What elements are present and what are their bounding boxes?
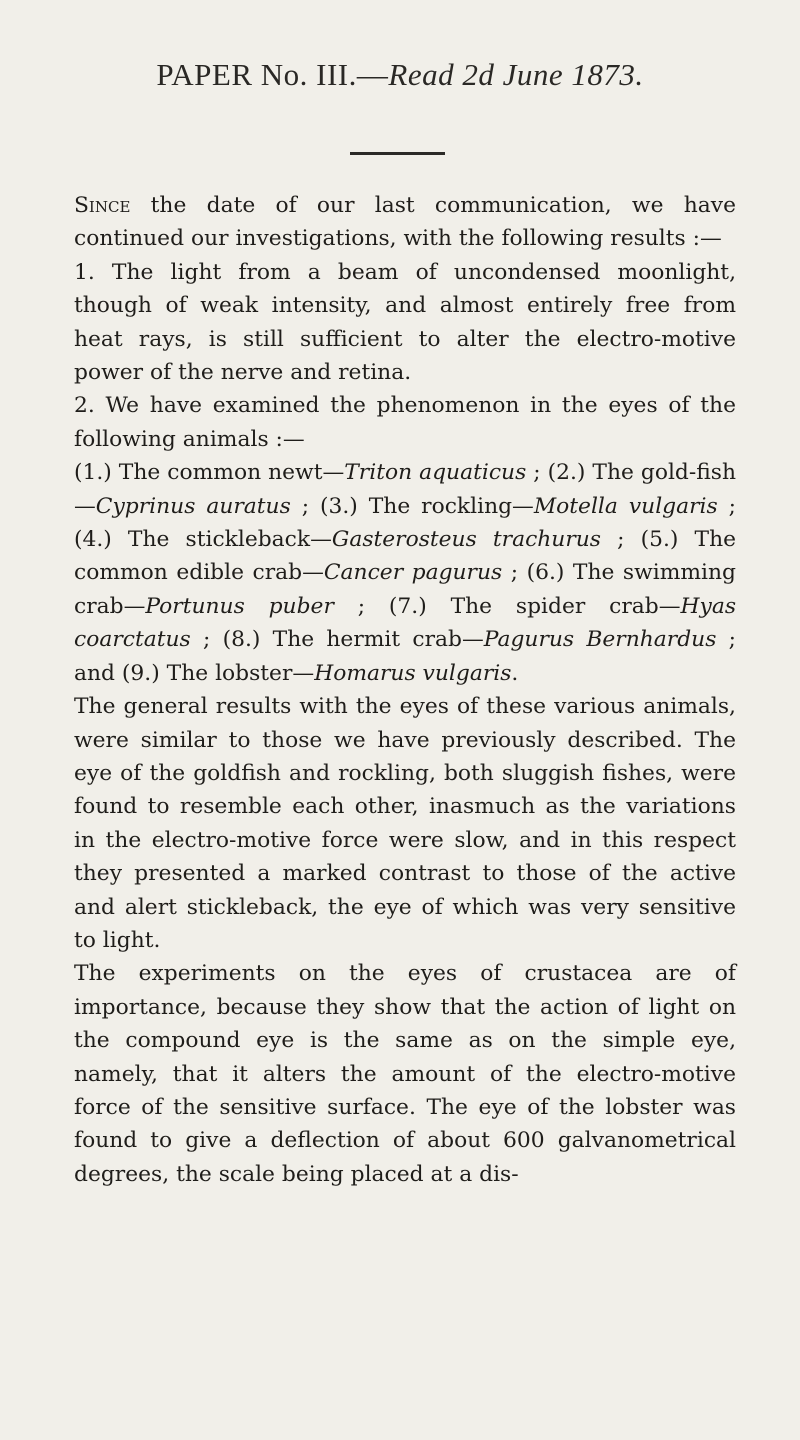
species-common-name: The lobster—: [159, 660, 315, 686]
species-common-name: The spider crab—: [426, 593, 681, 619]
species-latin-name: Homarus vulgaris: [314, 660, 512, 686]
species-separator: .: [511, 660, 519, 686]
species-separator: ;: [190, 627, 223, 653]
species-latin-name: Pagurus Bernhardus: [483, 627, 717, 653]
species-common-name: The common newt—: [111, 460, 345, 486]
species-number: (9.): [121, 660, 160, 686]
species-separator: ;: [290, 493, 320, 519]
species-number: (2.): [547, 460, 586, 486]
species-common-name: The swimming crab—: [74, 560, 737, 619]
species-number: (5.): [640, 527, 679, 553]
species-separator: ;: [333, 593, 389, 619]
paragraph-general-results: The general results with the eyes of these various animals, were similar to those we have previously described. The eye of the goldfish and rockling, both sluggish fishes, were found to resemble each other, inasmuch as the variations in the electro-motive force were slow, and in this respect they presented a marked contrast to those of the active and alert stickleback, the eye of which was very sensitive to light.: [74, 694, 736, 953]
species-number: (6.): [526, 560, 565, 586]
paragraph-species-list: [74, 456, 736, 690]
species-common-name: The rockling—: [357, 493, 534, 519]
paragraph-intro: [74, 189, 736, 256]
species-common-name: The gold-fish—: [74, 460, 737, 519]
species-latin-name: Gasterosteus trachurus: [331, 527, 601, 553]
paragraph-moonlight: 1. The light from a beam of uncondensed moonlight, though of weak intensity, and almost entirely free from heat rays, is still sufficient to alter the electro-motive power of the nerve and retina.: [74, 259, 736, 386]
species-latin-name: Cyprinus auratus: [95, 493, 291, 519]
species-separator: ;: [502, 560, 527, 586]
species-separator: ;: [717, 493, 736, 519]
species-latin-name: Hyas coarctatus: [74, 593, 737, 653]
species-common-name: The common edible crab—: [74, 527, 737, 586]
species-number: (8.): [222, 627, 261, 653]
species-common-name: The hermit crab—: [260, 627, 484, 653]
intro-text: the date of our last communication, we have continued our investigations, with the following results :—: [74, 193, 736, 252]
heading-date: Read 2d June 1873.: [388, 57, 644, 92]
species-latin-name: Cancer pagurus: [323, 560, 503, 586]
species-separator: ;: [601, 527, 641, 553]
species-latin-name: Triton aquaticus: [344, 460, 527, 486]
paragraph-animals-intro: 2. We have examined the phenomenon in the eyes of the following animals :—: [74, 393, 736, 452]
species-number: (4.): [74, 527, 112, 553]
species-latin-name: Motella vulgaris: [533, 493, 718, 519]
heading-divider: [350, 152, 445, 155]
species-number: (7.): [388, 593, 427, 619]
heading-prefix: PAPER No. III.—: [156, 57, 389, 92]
species-separator: ; and: [74, 627, 736, 686]
paragraph-crustacea: The experiments on the eyes of crustacea are of importance, because they show that the action of light on the compound eye is the same as on the simple eye, namely, that it alters the amount of the electro-motive force of the sensitive surface. The eye of the lobster was found to give a deflection of about 600 galvanometrical degrees, the scale being placed at a dis-: [74, 961, 736, 1187]
paper-heading: [0, 57, 800, 93]
opening-word: Since: [74, 193, 131, 218]
species-number: (1.): [74, 460, 112, 486]
body-text: [74, 189, 736, 1191]
species-common-name: The stickleback—: [111, 527, 332, 553]
species-number: (3.): [320, 493, 358, 519]
species-separator: ;: [526, 460, 548, 486]
species-latin-name: Portunus puber: [145, 593, 334, 619]
